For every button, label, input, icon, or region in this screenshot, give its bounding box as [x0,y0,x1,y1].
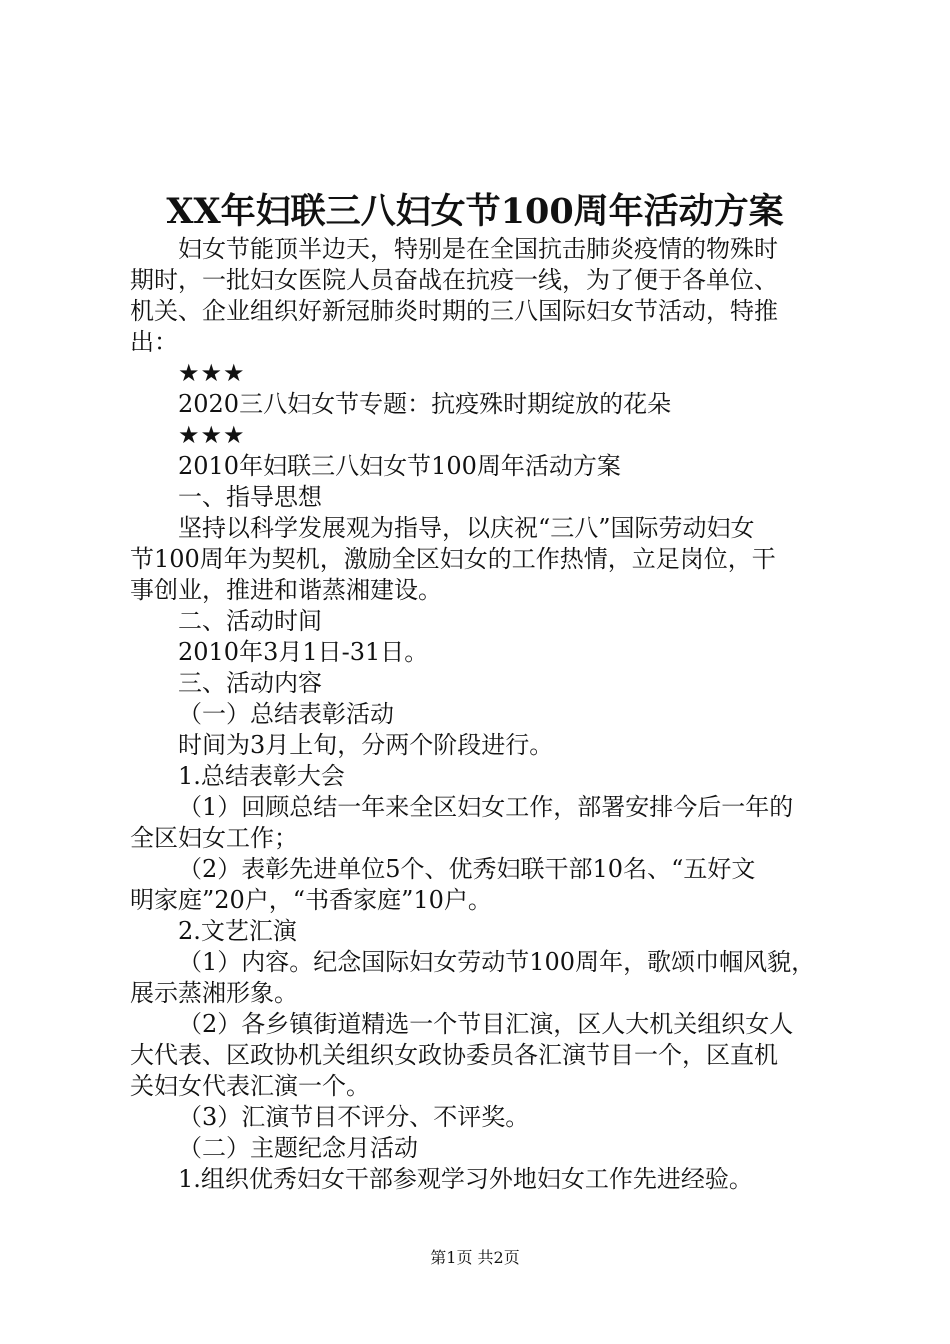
paragraph-line: 三、活动内容 [178,669,322,697]
paragraph-line: （二）主题纪念月活动 [178,1134,418,1162]
star-separator: ★★★ [178,359,246,387]
paragraph-line: 二、活动时间 [178,607,322,635]
page-footer: 第1页 共2页 [430,1248,520,1267]
paragraph-line: 事创业，推进和谐蒸湘建设。 [130,576,442,604]
paragraph-line: 期时，一批妇女医院人员奋战在抗疫一线，为了便于各单位、 [130,266,778,294]
paragraph-line: 机关、企业组织好新冠肺炎时期的三八国际妇女节活动，特推 [130,297,778,325]
paragraph-line: 出： [130,328,178,356]
paragraph-line: （1）回顾总结一年来全区妇女工作，部署安排今后一年的 [178,793,794,821]
paragraph-line: 1.组织优秀妇女干部参观学习外地妇女工作先进经验。 [178,1165,753,1193]
paragraph-line: 全区妇女工作； [130,824,298,852]
paragraph-line: 明家庭”20户，“书香家庭”10户。 [130,886,492,914]
paragraph-line: 一、指导思想 [178,483,322,511]
paragraph-line: （2）各乡镇街道精选一个节目汇演，区人大机关组织女人 [178,1010,794,1038]
paragraph-line: 1.总结表彰大会 [178,762,345,790]
paragraph-line: 展示蒸湘形象。 [130,979,298,1007]
paragraph-line: （2）表彰先进单位5个、优秀妇联干部10名、“五好文 [178,855,756,883]
paragraph-line: （一）总结表彰活动 [178,700,394,728]
paragraph-line: 时间为3月上旬，分两个阶段进行。 [178,731,554,759]
paragraph-line: 2.文艺汇演 [178,917,297,945]
star-separator: ★★★ [178,421,246,449]
paragraph-line: （1）内容。纪念国际妇女劳动节100周年，歌颂巾帼风貌， [178,948,816,976]
paragraph-line: 节100周年为契机，激励全区妇女的工作热情，立足岗位，干 [130,545,776,573]
paragraph-line: （3）汇演节目不评分、不评奖。 [178,1103,530,1131]
paragraph-line: 坚持以科学发展观为指导，以庆祝“三八”国际劳动妇女 [178,514,755,542]
paragraph-line: 2020三八妇女节专题：抗疫殊时期绽放的花朵 [178,390,672,418]
document-title: XX年妇联三八妇女节100周年活动方案 [166,191,784,232]
paragraph-line: 大代表、区政协机关组织女政协委员各汇演节目一个，区直机 [130,1041,778,1069]
paragraph-line: 2010年3月1日-31日。 [178,638,429,666]
document-body [130,234,830,1195]
paragraph-line: 关妇女代表汇演一个。 [130,1072,370,1100]
paragraph-line: 妇女节能顶半边天，特别是在全国抗击肺炎疫情的物殊时 [178,235,778,263]
paragraph-line: 2010年妇联三八妇女节100周年活动方案 [178,452,621,480]
